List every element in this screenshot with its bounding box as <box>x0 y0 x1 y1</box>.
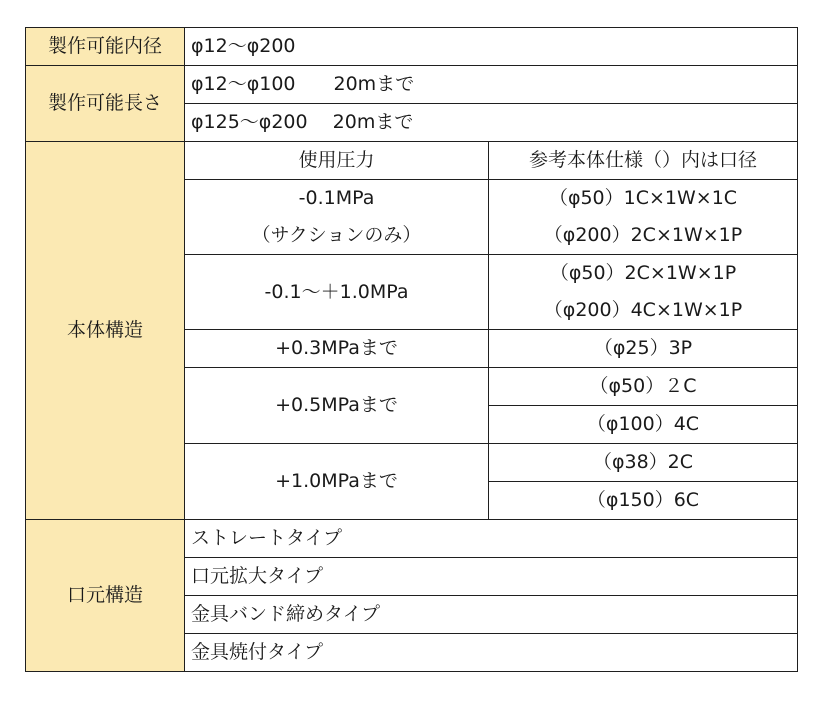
inner-diameter-label: 製作可能内径 <box>26 28 185 66</box>
mouth-type-cell: 金具焼付タイプ <box>185 634 798 672</box>
spec-cell: （φ50）２C <box>489 368 798 406</box>
length-label: 製作可能長さ <box>26 66 185 142</box>
pressure-cell: +1.0MPaまで <box>185 444 489 520</box>
mouth-structure-label: 口元構造 <box>26 520 185 672</box>
spec-cell: （φ150）6C <box>489 482 798 520</box>
body-structure-label: 本体構造 <box>26 142 185 520</box>
pressure-cell: +0.3MPaまで <box>185 330 489 368</box>
pressure-cell: （サクションのみ） <box>185 217 489 255</box>
pressure-column-header: 使用圧力 <box>185 142 489 180</box>
spec-cell: （φ25）3P <box>489 330 798 368</box>
length-value: φ125〜φ200 20mまで <box>185 104 798 142</box>
length-value: φ12〜φ100 20mまで <box>185 66 798 104</box>
mouth-structure-row <box>26 520 798 558</box>
pressure-cell: -0.1MPa <box>185 180 489 218</box>
pressure-cell: -0.1〜＋1.0MPa <box>185 255 489 330</box>
spec-column-header: 参考本体仕様（）内は口径 <box>489 142 798 180</box>
pressure-cell: +0.5MPaまで <box>185 368 489 444</box>
mouth-type-cell: ストレートタイプ <box>185 520 798 558</box>
body-structure-header-row <box>26 142 798 180</box>
spec-cell: （φ38）2C <box>489 444 798 482</box>
spec-cell: （φ50）1C×1W×1C <box>489 180 798 218</box>
spec-cell: （φ200）4C×1W×1P <box>489 292 798 330</box>
mouth-type-cell: 金具バンド締めタイプ <box>185 596 798 634</box>
inner-diameter-row <box>26 28 798 66</box>
length-row <box>26 66 798 104</box>
spec-cell: （φ100）4C <box>489 406 798 444</box>
inner-diameter-value: φ12〜φ200 <box>185 28 798 66</box>
mouth-type-cell: 口元拡大タイプ <box>185 558 798 596</box>
spec-cell: （φ50）2C×1W×1P <box>489 255 798 293</box>
spec-cell: （φ200）2C×1W×1P <box>489 217 798 255</box>
spec-table <box>25 27 798 672</box>
